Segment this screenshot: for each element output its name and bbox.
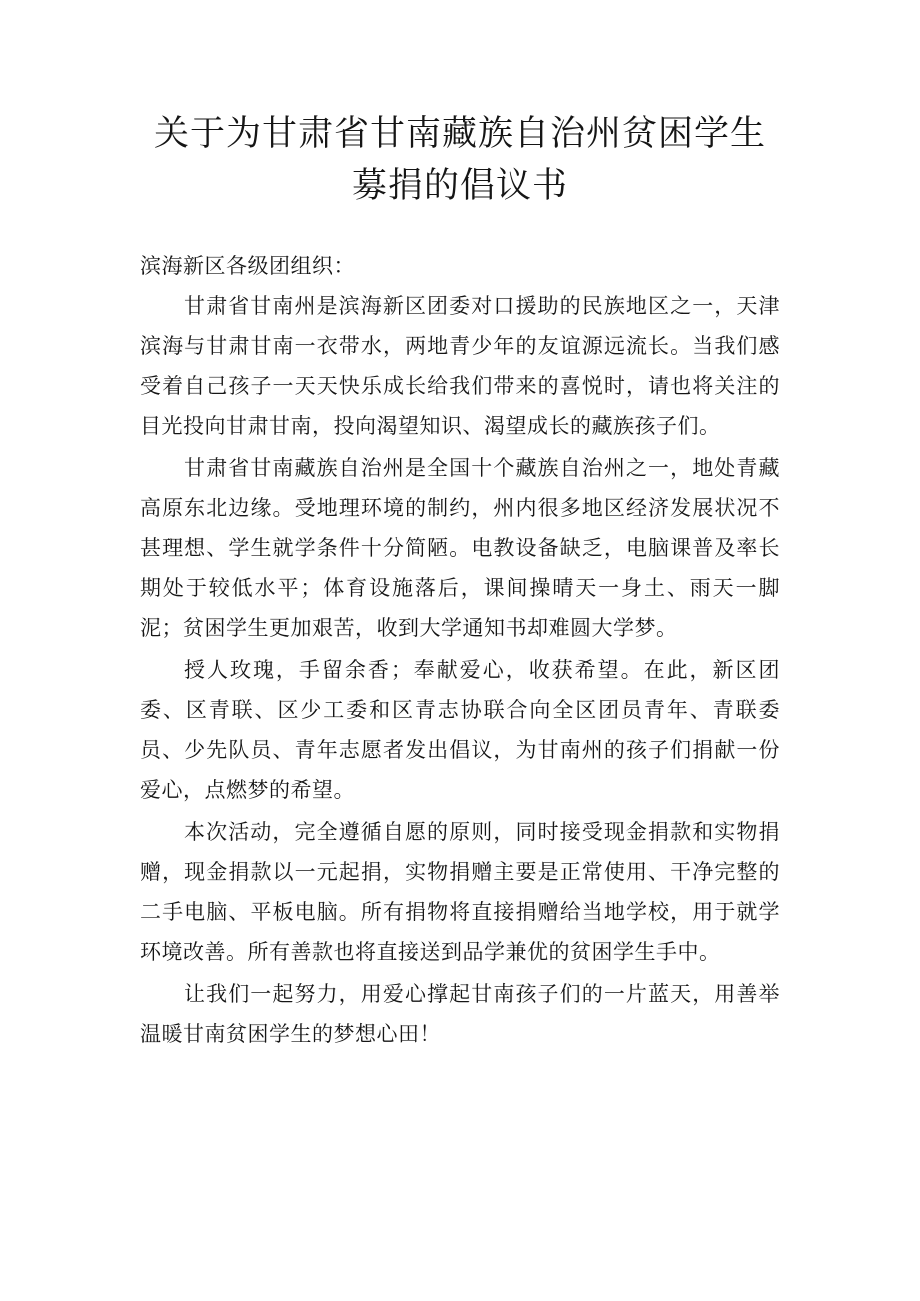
paragraph-5: 让我们一起努力，用爱心撑起甘南孩子们的一片蓝天，用善举温暖甘南贫困学生的梦想心田！ bbox=[140, 982, 780, 1046]
title-line-2: 募捐的倡议书 bbox=[351, 166, 568, 206]
paragraph-2: 甘肃省甘南藏族自治州是全国十个藏族自治州之一，地处青藏高原东北边缘。受地理环境的制约，州内很多地区经济发展状况不甚理想、学生就学条件十分简陋。电教设备缺乏，电脑课普及率长期处于较低水平；体育设施落后，课间操晴天一身土、雨天一脚泥；贫困学生更加艰苦，收到大学通知书却难圆大学梦。 bbox=[140, 456, 780, 640]
paragraph-3: 授人玫瑰，手留余香；奉献爱心，收获希望。在此，新区团委、区青联、区少工委和区青志协联合向全区团员青年、青联委员、少先队员、青年志愿者发出倡议，为甘南州的孩子们捐献一份爱心，点燃梦的希望。 bbox=[140, 658, 780, 802]
title-line-1: 关于为甘肃省甘南藏族自治州贫困学生 bbox=[153, 114, 766, 154]
salutation: 滨海新区各级团组织： bbox=[140, 254, 355, 278]
document-title bbox=[100, 108, 820, 212]
paragraph-4: 本次活动，完全遵循自愿的原则，同时接受现金捐款和实物捐赠，现金捐款以一元起捐，实物捐赠主要是正常使用、干净完整的二手电脑、平板电脑。所有捐物将直接捐赠给当地学校，用于就学环境改善。所有善款也将直接送到品学兼优的贫困学生手中。 bbox=[140, 820, 780, 964]
paragraph-1: 甘肃省甘南州是滨海新区团委对口援助的民族地区之一，天津滨海与甘肃甘南一衣带水，两地青少年的友谊源远流长。当我们感受着自己孩子一天天快乐成长给我们带来的喜悦时，请也将关注的目光投向甘肃甘南，投向渴望知识、渴望成长的藏族孩子们。 bbox=[140, 294, 780, 438]
document-body bbox=[140, 246, 780, 1056]
